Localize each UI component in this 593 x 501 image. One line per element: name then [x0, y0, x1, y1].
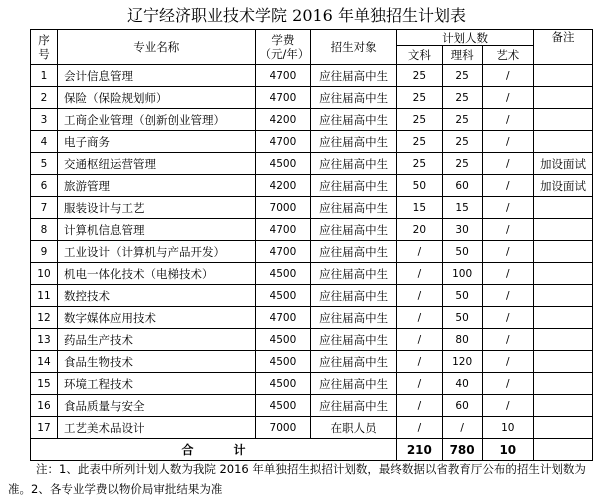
science-count-cell: 50: [442, 241, 482, 263]
note-cell: [534, 263, 593, 285]
science-count-cell: 50: [442, 285, 482, 307]
art-count-cell: /: [482, 65, 534, 87]
note-cell: [534, 109, 593, 131]
seq-cell: 3: [31, 109, 58, 131]
table-row: [31, 175, 593, 197]
art-count-cell: /: [482, 131, 534, 153]
target-cell: 应往届高中生: [311, 87, 397, 109]
header-seq: 序号: [31, 30, 58, 65]
seq-cell: 10: [31, 263, 58, 285]
art-count-cell: /: [482, 241, 534, 263]
science-count-cell: 100: [442, 263, 482, 285]
page-title: 辽宁经济职业技术学院 2016 年单独招生计划表: [127, 6, 466, 25]
seq-cell: 11: [31, 285, 58, 307]
arts-count-cell: /: [397, 351, 443, 373]
art-count-cell: /: [482, 395, 534, 417]
header-fee: 学费（元/年）: [255, 30, 311, 65]
arts-count-cell: 25: [397, 65, 443, 87]
table-row: [31, 197, 593, 219]
arts-count-cell: 20: [397, 219, 443, 241]
seq-cell: 13: [31, 329, 58, 351]
table-row: [31, 307, 593, 329]
fee-cell: 4700: [255, 219, 311, 241]
arts-count-cell: /: [397, 241, 443, 263]
art-count-cell: 10: [482, 417, 534, 439]
arts-count-cell: 25: [397, 153, 443, 175]
target-cell: 应往届高中生: [311, 131, 397, 153]
arts-count-cell: /: [397, 373, 443, 395]
target-cell: 应往届高中生: [311, 153, 397, 175]
fee-cell: 4700: [255, 307, 311, 329]
target-cell: 应往届高中生: [311, 351, 397, 373]
fee-cell: 4200: [255, 109, 311, 131]
art-count-cell: /: [482, 263, 534, 285]
major-name-cell: 环境工程技术: [57, 373, 255, 395]
table-row: [31, 329, 593, 351]
fee-cell: 4500: [255, 395, 311, 417]
science-count-cell: 60: [442, 395, 482, 417]
table-row: [31, 263, 593, 285]
note-cell: [534, 351, 593, 373]
science-count-cell: 80: [442, 329, 482, 351]
table-row: [31, 153, 593, 175]
art-count-cell: /: [482, 219, 534, 241]
major-name-cell: 服装设计与工艺: [57, 197, 255, 219]
table-row: [31, 351, 593, 373]
arts-count-cell: /: [397, 285, 443, 307]
fee-cell: 4700: [255, 65, 311, 87]
table-row: [31, 87, 593, 109]
fee-cell: 4500: [255, 285, 311, 307]
target-cell: 应往届高中生: [311, 395, 397, 417]
target-cell: 应往届高中生: [311, 307, 397, 329]
science-count-cell: 25: [442, 65, 482, 87]
art-count-cell: /: [482, 351, 534, 373]
header-target: 招生对象: [311, 30, 397, 65]
seq-cell: 4: [31, 131, 58, 153]
fee-cell: 4500: [255, 329, 311, 351]
art-count-cell: /: [482, 329, 534, 351]
art-count-cell: /: [482, 285, 534, 307]
table-row: [31, 109, 593, 131]
header-science: 理科: [442, 46, 482, 65]
science-count-cell: /: [442, 417, 482, 439]
fee-cell: 4500: [255, 373, 311, 395]
target-cell: 应往届高中生: [311, 263, 397, 285]
note-cell: [534, 285, 593, 307]
major-name-cell: 机电一体化技术（电梯技术）: [57, 263, 255, 285]
fee-cell: 4200: [255, 175, 311, 197]
footnote: 注：1、此表中所列计划人数为我院 2016 年单独招生拟招计划数，最终数据以省教育厅公布的招生计划数为准。2、各专业学费以物价局审批结果为准: [8, 462, 586, 496]
total-arts: 210: [397, 439, 443, 461]
arts-count-cell: /: [397, 263, 443, 285]
arts-count-cell: /: [397, 417, 443, 439]
target-cell: 应往届高中生: [311, 373, 397, 395]
science-count-cell: 15: [442, 197, 482, 219]
art-count-cell: /: [482, 87, 534, 109]
total-science: 780: [442, 439, 482, 461]
major-name-cell: 交通枢纽运营管理: [57, 153, 255, 175]
arts-count-cell: 25: [397, 109, 443, 131]
note-cell: [534, 197, 593, 219]
header-art: 艺术: [482, 46, 534, 65]
major-name-cell: 药品生产技术: [57, 329, 255, 351]
seq-cell: 1: [31, 65, 58, 87]
fee-cell: 4500: [255, 153, 311, 175]
major-name-cell: 食品质量与安全: [57, 395, 255, 417]
seq-cell: 9: [31, 241, 58, 263]
target-cell: 应往届高中生: [311, 109, 397, 131]
major-name-cell: 数控技术: [57, 285, 255, 307]
seq-cell: 8: [31, 219, 58, 241]
seq-cell: 14: [31, 351, 58, 373]
science-count-cell: 40: [442, 373, 482, 395]
science-count-cell: 120: [442, 351, 482, 373]
note-cell: [534, 307, 593, 329]
arts-count-cell: /: [397, 307, 443, 329]
art-count-cell: /: [482, 373, 534, 395]
art-count-cell: /: [482, 307, 534, 329]
science-count-cell: 50: [442, 307, 482, 329]
target-cell: 应往届高中生: [311, 197, 397, 219]
note-cell: [534, 395, 593, 417]
seq-cell: 15: [31, 373, 58, 395]
arts-count-cell: /: [397, 395, 443, 417]
science-count-cell: 30: [442, 219, 482, 241]
note-cell: [534, 65, 593, 87]
major-name-cell: 数字媒体应用技术: [57, 307, 255, 329]
table-row: [31, 373, 593, 395]
table-row: [31, 65, 593, 87]
note-cell: [534, 219, 593, 241]
science-count-cell: 25: [442, 131, 482, 153]
note-cell: 加设面试: [534, 175, 593, 197]
note-cell: [534, 241, 593, 263]
fee-cell: 4700: [255, 131, 311, 153]
enrollment-plan-table: [30, 29, 593, 461]
art-count-cell: /: [482, 153, 534, 175]
total-row: [31, 439, 593, 461]
note-cell: [534, 329, 593, 351]
art-count-cell: /: [482, 109, 534, 131]
fee-cell: 4500: [255, 351, 311, 373]
arts-count-cell: /: [397, 329, 443, 351]
target-cell: 应往届高中生: [311, 285, 397, 307]
table-row: [31, 417, 593, 439]
major-name-cell: 工业设计（计算机与产品开发）: [57, 241, 255, 263]
header-plan: 计划人数: [397, 30, 534, 46]
note-cell: 加设面试: [534, 153, 593, 175]
science-count-cell: 25: [442, 153, 482, 175]
note-cell: [534, 131, 593, 153]
header-arts: 文科: [397, 46, 443, 65]
major-name-cell: 旅游管理: [57, 175, 255, 197]
major-name-cell: 工商企业管理（创新创业管理）: [57, 109, 255, 131]
fee-cell: 7000: [255, 417, 311, 439]
arts-count-cell: 50: [397, 175, 443, 197]
major-name-cell: 工艺美术品设计: [57, 417, 255, 439]
target-cell: 应往届高中生: [311, 329, 397, 351]
science-count-cell: 25: [442, 87, 482, 109]
table-row: [31, 241, 593, 263]
major-name-cell: 会计信息管理: [57, 65, 255, 87]
table-row: [31, 131, 593, 153]
table-row: [31, 285, 593, 307]
note-cell: [534, 87, 593, 109]
major-name-cell: 保险（保险规划师）: [57, 87, 255, 109]
science-count-cell: 60: [442, 175, 482, 197]
arts-count-cell: 25: [397, 87, 443, 109]
total-label: 合计: [31, 439, 397, 461]
note-cell: [534, 373, 593, 395]
total-art: 10: [482, 439, 534, 461]
science-count-cell: 25: [442, 109, 482, 131]
table-row: [31, 219, 593, 241]
seq-cell: 16: [31, 395, 58, 417]
target-cell: 在职人员: [311, 417, 397, 439]
fee-cell: 4700: [255, 87, 311, 109]
seq-cell: 17: [31, 417, 58, 439]
target-cell: 应往届高中生: [311, 175, 397, 197]
seq-cell: 12: [31, 307, 58, 329]
arts-count-cell: 25: [397, 131, 443, 153]
arts-count-cell: 15: [397, 197, 443, 219]
fee-cell: 7000: [255, 197, 311, 219]
target-cell: 应往届高中生: [311, 241, 397, 263]
seq-cell: 5: [31, 153, 58, 175]
fee-cell: 4700: [255, 241, 311, 263]
table-row: [31, 395, 593, 417]
header-major: 专业名称: [57, 30, 255, 65]
fee-cell: 4500: [255, 263, 311, 285]
header-note: 备注: [534, 30, 593, 65]
total-note: [534, 439, 593, 461]
seq-cell: 7: [31, 197, 58, 219]
major-name-cell: 食品生物技术: [57, 351, 255, 373]
target-cell: 应往届高中生: [311, 219, 397, 241]
seq-cell: 2: [31, 87, 58, 109]
target-cell: 应往届高中生: [311, 65, 397, 87]
art-count-cell: /: [482, 175, 534, 197]
note-cell: [534, 417, 593, 439]
major-name-cell: 电子商务: [57, 131, 255, 153]
art-count-cell: /: [482, 197, 534, 219]
seq-cell: 6: [31, 175, 58, 197]
major-name-cell: 计算机信息管理: [57, 219, 255, 241]
